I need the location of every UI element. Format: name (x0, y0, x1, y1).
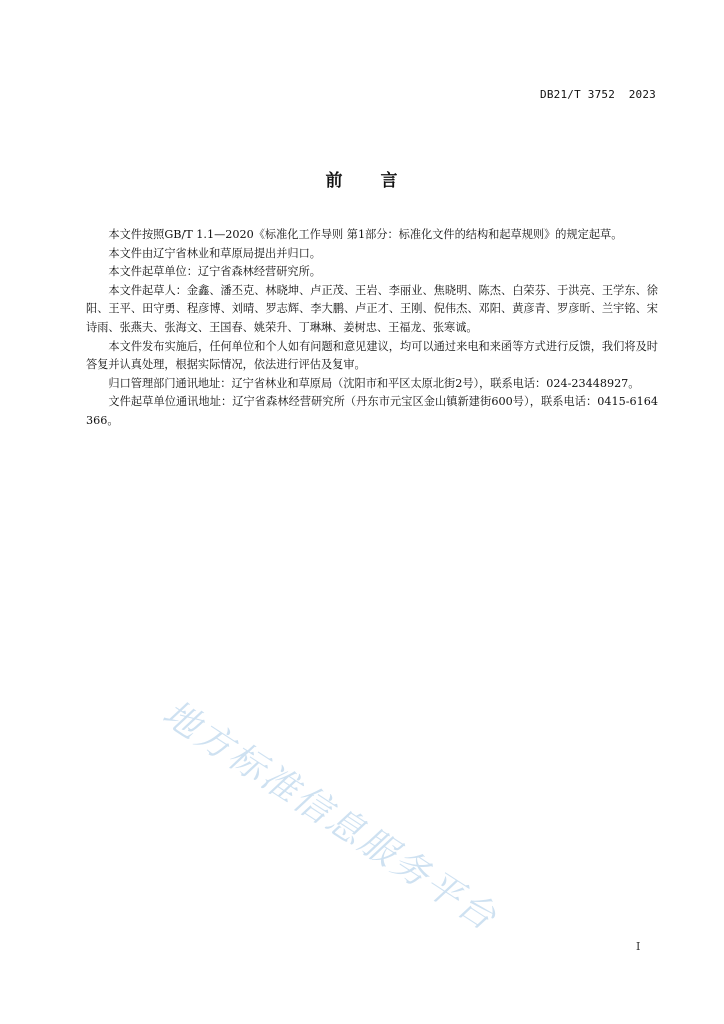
paragraph-drafting-unit: 本文件起草单位：辽宁省森林经营研究所。 (108, 265, 321, 279)
paragraph-management-address: 归口管理部门通讯地址：辽宁省林业和草原局（沈阳市和平区太原北街2号），联系电话：024-23448927。 (108, 376, 640, 390)
page-title: 前 言 (325, 171, 399, 191)
watermark: 地方标准信息服务平台 (155, 692, 505, 940)
paragraph-feedback: 本文件发布实施后，任何单位和个人如有问题和意见建议，均可以通过来电和来函等方式进行反馈，我们将及时答复并认真处理，根据实际情况，依法进行评估及复审。 (86, 339, 658, 372)
document-number: DB21/T 3752 2023 (540, 88, 656, 101)
paragraph-drafting-rules: 本文件按照GB/T 1.1—2020《标准化工作导则 第1部分：标准化文件的结构和起草规则》的规定起草。 (108, 228, 623, 241)
paragraph-drafters: 本文件起草人：金鑫、潘丕克、林晓坤、卢正茂、王岩、李丽业、焦晓明、陈杰、白荣芬、于洪亮、王学东、徐阳、王平、田守勇、程彦博、刘晴、罗志辉、李大鹏、卢正才、王刚、倪伟杰、邓阳、黄彦青、罗彦昕、兰宇铭、宋诗雨、张燕夫、张海文、王国春、姚荣升、丁琳琳、姜树忠、王福龙、张寒诚。 (86, 283, 658, 334)
paragraph-proposer: 本文件由辽宁省林业和草原局提出并归口。 (108, 246, 321, 260)
paragraph-unit-address: 文件起草单位通讯地址：辽宁省森林经营研究所（丹东市元宝区金山镇新建街600号），联系电话：0415-6164366。 (86, 395, 658, 427)
page-number: I (636, 940, 641, 953)
document-body (86, 226, 658, 431)
